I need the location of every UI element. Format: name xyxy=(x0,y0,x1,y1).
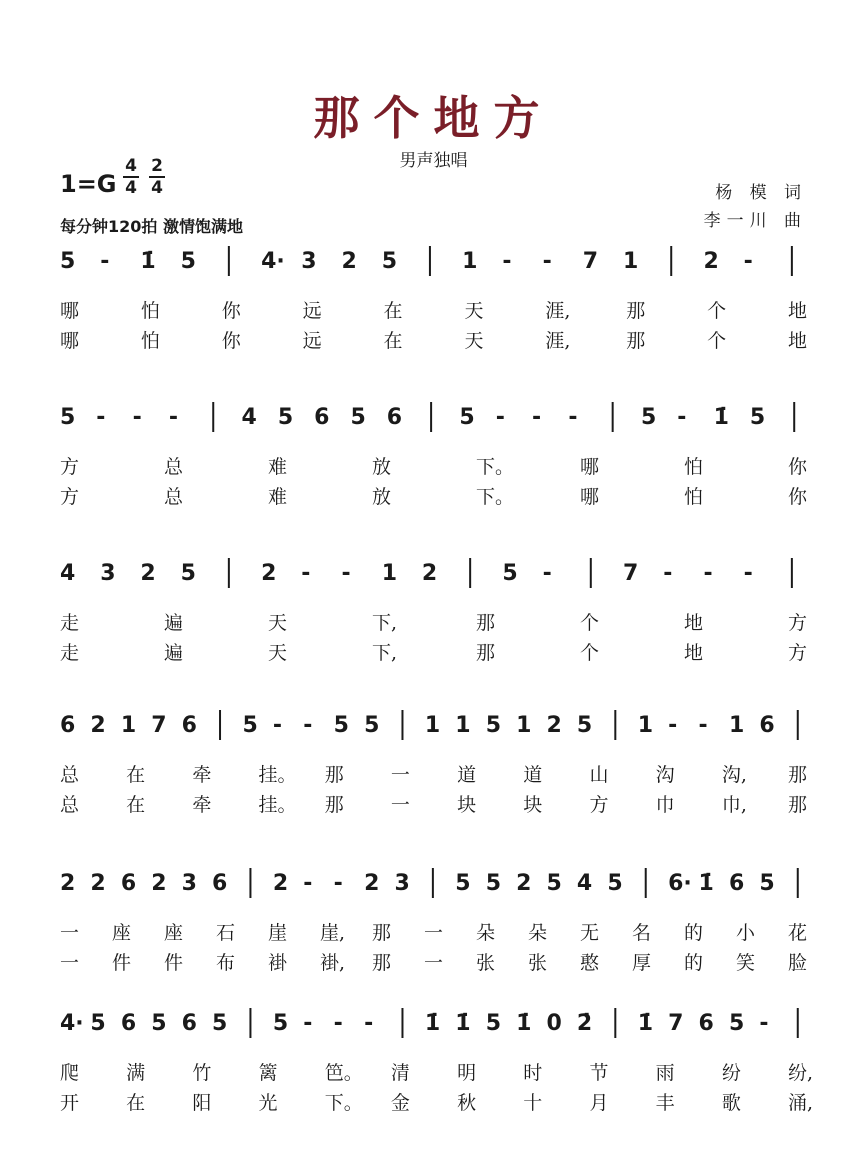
score-note: 5 xyxy=(485,871,502,896)
score-note: 2 xyxy=(140,561,156,586)
lyric-syllable: 天 xyxy=(268,612,288,634)
score-note: 4 xyxy=(60,561,76,586)
lyric-syllable: 沟, xyxy=(721,764,747,786)
tempo-marking: 每分钟120拍 激情饱满地 xyxy=(60,217,243,236)
score-note: 2 xyxy=(90,713,106,738)
lyric-syllable: 小 xyxy=(736,922,756,944)
score-note: 1̇ xyxy=(140,249,156,274)
lyric-syllable: 十 xyxy=(523,1092,543,1114)
score-note: - xyxy=(759,1011,769,1036)
lyric-syllable: 件 xyxy=(112,952,132,974)
lyric-syllable: 总 xyxy=(60,764,80,786)
score-note: - xyxy=(743,249,753,274)
score-note: 4· xyxy=(261,249,285,274)
lyric-syllable: 个 xyxy=(707,300,727,322)
lyric-syllable: 一 xyxy=(390,794,410,816)
score-note: - xyxy=(502,249,512,274)
lyric-syllable: 怕 xyxy=(684,486,704,508)
lyric-syllable: 方 xyxy=(788,612,808,634)
score-note: 6 xyxy=(60,713,76,738)
lyric-syllable: 一 xyxy=(424,952,444,974)
score-note: 6 xyxy=(314,405,330,430)
key-signature: 1=G xyxy=(60,170,117,198)
lyric-syllable: 天 xyxy=(464,300,484,322)
lyric-syllable: 哪 xyxy=(60,300,80,322)
lyric-syllable: 在 xyxy=(383,300,403,322)
score-note: - xyxy=(668,713,678,738)
lyric-syllable: 月 xyxy=(589,1092,609,1114)
score-note: 6 xyxy=(698,1011,714,1036)
lyric-syllable: 方 xyxy=(589,794,609,816)
score-note: 6 xyxy=(120,871,137,896)
score-note: 5 xyxy=(576,713,593,738)
lyric-syllable: 地 xyxy=(788,330,808,352)
score-note: 1̇ xyxy=(516,1011,532,1036)
score-note: 5 xyxy=(272,1011,289,1036)
lyric-syllable: 的 xyxy=(684,922,704,944)
lyric-syllable: 那 xyxy=(476,642,496,664)
lyric-syllable: 纷, xyxy=(788,1062,814,1084)
lyric-syllable: 走 xyxy=(60,642,80,664)
score-note: 2 xyxy=(516,871,532,896)
score-note: 6 xyxy=(386,405,403,430)
lyric-syllable: 名 xyxy=(632,922,652,944)
lyric-syllable: 笑 xyxy=(736,952,756,974)
lyric-syllable: 布 xyxy=(216,952,236,974)
lyric-syllable: 涌, xyxy=(788,1092,814,1114)
lyric-syllable: 件 xyxy=(164,952,184,974)
ts1-top: 4 xyxy=(125,156,137,176)
score-note: 1 xyxy=(424,713,441,738)
lyric-syllable: 地 xyxy=(684,612,704,634)
score-note: - xyxy=(532,405,542,430)
lyric-syllable: 总 xyxy=(60,794,80,816)
lyric-syllable: 那 xyxy=(324,764,344,786)
lyric-syllable: 褂 xyxy=(268,952,288,974)
lyric-syllable: 你 xyxy=(221,300,241,322)
score-note: 1 xyxy=(728,713,745,738)
score-note: 1 xyxy=(462,249,478,274)
lyric-syllable: 那 xyxy=(788,764,808,786)
score-note: - xyxy=(100,249,110,274)
score-note: 2̇ xyxy=(576,1011,593,1036)
lyric-syllable: 石 xyxy=(216,922,236,944)
lyric-syllable: 走 xyxy=(60,612,80,634)
ts2-bottom: 4 xyxy=(151,178,163,198)
score-note: 2 xyxy=(546,713,562,738)
score-note: 3 xyxy=(100,561,116,586)
score-note: 2 xyxy=(60,871,76,896)
score-note: 6 xyxy=(212,871,228,896)
score-note: 5 xyxy=(455,871,471,896)
lyric-syllable: 远 xyxy=(302,330,322,352)
score-note: - xyxy=(568,405,578,430)
lyric-syllable: 一 xyxy=(60,922,80,944)
lyric-syllable: 个 xyxy=(707,330,727,352)
lyric-syllable: 哪 xyxy=(580,486,600,508)
lyric-syllable: 朵 xyxy=(476,922,496,944)
score-note: 4 xyxy=(576,871,593,896)
score-note: - xyxy=(542,561,552,586)
lyric-syllable: 那 xyxy=(476,612,496,634)
score-note: - xyxy=(542,249,552,274)
score-note: 6 xyxy=(181,1011,197,1036)
lyric-syllable: 挂。 xyxy=(258,764,297,786)
lyric-syllable: 纷 xyxy=(721,1062,741,1084)
composer: 李一川 曲 xyxy=(703,211,807,231)
lyric-syllable: 那 xyxy=(788,794,808,816)
lyricist: 杨 模 词 xyxy=(715,183,807,203)
score-note: 3 xyxy=(301,249,317,274)
score-note: - xyxy=(333,871,343,896)
score-note: 5 xyxy=(151,1011,167,1036)
lyric-syllable: 块 xyxy=(457,794,477,816)
lyric-syllable: 丰 xyxy=(655,1092,675,1114)
lyric-syllable: 在 xyxy=(126,1092,146,1114)
lyric-syllable: 下。 xyxy=(476,456,515,478)
lyric-syllable: 难 xyxy=(268,456,288,478)
score-note: 5 xyxy=(502,561,518,586)
lyric-syllable: 放 xyxy=(372,456,392,478)
lyric-syllable: 无 xyxy=(580,922,600,944)
lyric-syllable: 方 xyxy=(788,642,808,664)
score-note: 1̇ xyxy=(698,871,714,896)
lyric-syllable: 那 xyxy=(324,794,344,816)
lyric-syllable: 崖, xyxy=(320,922,346,944)
score-note: - xyxy=(663,561,673,586)
lyric-syllable: 座 xyxy=(112,922,132,944)
score-note: - xyxy=(364,1011,374,1036)
score-note: 7 xyxy=(623,561,639,586)
lyric-syllable: 牵 xyxy=(192,794,212,816)
lyric-syllable: 山 xyxy=(589,764,609,786)
score-note: 5 xyxy=(333,713,349,738)
score-note: 5 xyxy=(546,871,562,896)
score-note: 5 xyxy=(180,249,196,274)
lyric-syllable: 下, xyxy=(372,612,398,634)
score-note: 0 xyxy=(546,1011,562,1036)
score-note: 5 xyxy=(459,405,475,430)
song-title: 那个地方 xyxy=(313,91,554,145)
lyric-syllable: 怕 xyxy=(684,456,704,478)
score-note: 1̇ xyxy=(637,1011,654,1036)
lyric-syllable: 歌 xyxy=(721,1092,741,1114)
score-note: 3 xyxy=(394,871,410,896)
lyric-syllable: 节 xyxy=(589,1062,609,1084)
lyric-syllable: 在 xyxy=(126,794,146,816)
lyric-syllable: 巾, xyxy=(721,794,747,816)
score-note: 6 xyxy=(759,713,775,738)
lyric-syllable: 脸 xyxy=(788,952,808,974)
score-note: - xyxy=(303,871,313,896)
score-note: - xyxy=(495,405,505,430)
lyric-syllable: 篱 xyxy=(258,1062,278,1084)
score-note: 2 xyxy=(341,249,357,274)
score-note: - xyxy=(272,713,282,738)
score-note: 5 xyxy=(90,1011,106,1036)
lyric-syllable: 方 xyxy=(60,456,80,478)
score-note: 4· xyxy=(60,1011,84,1036)
lyric-syllable: 遍 xyxy=(164,612,184,634)
lyric-syllable: 一 xyxy=(424,922,444,944)
score-note: 1̇ xyxy=(424,1011,441,1036)
score-note: - xyxy=(333,1011,343,1036)
score-note: 7 xyxy=(582,249,599,274)
score-note: 2 xyxy=(90,871,106,896)
score-note: 3 xyxy=(181,871,197,896)
score-note: 6 xyxy=(728,871,745,896)
score-note: 5 xyxy=(60,249,76,274)
score-note: 5 xyxy=(180,561,196,586)
score-note: - xyxy=(168,405,179,430)
lyric-syllable: 涯, xyxy=(545,330,571,352)
score-note: 7 xyxy=(151,713,167,738)
score-note: 6· xyxy=(668,871,692,896)
lyric-syllable: 天 xyxy=(464,330,484,352)
ts2-top: 2 xyxy=(151,156,163,176)
score-note: - xyxy=(703,561,713,586)
lyric-syllable: 明 xyxy=(457,1062,477,1084)
score-note: - xyxy=(301,561,311,586)
song-subtitle: 男声独唱 xyxy=(399,151,468,171)
score-note: 1 xyxy=(455,713,471,738)
score-note: 1 xyxy=(120,713,137,738)
lyric-syllable: 张 xyxy=(528,952,548,974)
lyric-syllable: 那 xyxy=(626,330,646,352)
score-note: 1̇ xyxy=(713,405,729,430)
lyric-syllable: 花 xyxy=(788,922,808,944)
lyric-syllable: 遍 xyxy=(164,642,184,664)
score-note: 5 xyxy=(364,713,380,738)
lyric-syllable: 远 xyxy=(302,300,322,322)
score-note: 5 xyxy=(607,871,623,896)
lyric-syllable: 笆。 xyxy=(324,1062,363,1084)
lyric-syllable: 爬 xyxy=(60,1062,80,1084)
lyric-syllable: 清 xyxy=(390,1062,410,1084)
lyric-syllable: 崖 xyxy=(268,922,288,944)
score-note: 2 xyxy=(261,561,277,586)
lyric-syllable: 金 xyxy=(390,1092,410,1114)
lyric-syllable: 开 xyxy=(60,1092,80,1114)
score-note: 5 xyxy=(759,871,775,896)
score-note: 5 xyxy=(485,713,502,738)
lyric-syllable: 下。 xyxy=(476,486,515,508)
lyric-syllable: 涯, xyxy=(545,300,571,322)
score-note: 2 xyxy=(703,249,719,274)
lyric-syllable: 地 xyxy=(788,300,808,322)
lyric-syllable: 满 xyxy=(126,1062,146,1084)
lyric-syllable: 张 xyxy=(476,952,496,974)
score-note: 1 xyxy=(381,561,398,586)
lyric-syllable: 哪 xyxy=(60,330,80,352)
score-note: 5 xyxy=(728,1011,745,1036)
lyric-syllable: 在 xyxy=(383,330,403,352)
score-note: 1 xyxy=(516,713,532,738)
score-note: 6 xyxy=(181,713,197,738)
score-note: - xyxy=(341,561,351,586)
lyric-syllable: 厚 xyxy=(632,952,652,974)
lyric-syllable: 你 xyxy=(788,486,808,508)
lyric-syllable: 的 xyxy=(684,952,704,974)
lyric-syllable: 座 xyxy=(164,922,184,944)
lyric-syllable: 朵 xyxy=(528,922,548,944)
lyric-syllable: 下, xyxy=(372,642,398,664)
score-note: - xyxy=(743,561,753,586)
score-note: 2 xyxy=(272,871,289,896)
lyric-syllable: 方 xyxy=(60,486,80,508)
score-note: 5 xyxy=(242,713,258,738)
lyric-syllable: 个 xyxy=(580,612,600,634)
ts1-bottom: 4 xyxy=(125,178,137,198)
lyric-syllable: 时 xyxy=(523,1062,543,1084)
lyric-syllable: 憨 xyxy=(580,952,600,974)
score-note: 5 xyxy=(381,249,398,274)
score-note: 1 xyxy=(637,713,654,738)
score-note: 1̇ xyxy=(455,1011,471,1036)
lyric-syllable: 巾 xyxy=(655,794,675,816)
lyric-syllable: 光 xyxy=(258,1092,278,1114)
lyric-syllable: 个 xyxy=(580,642,600,664)
score-note: 5 xyxy=(212,1011,228,1036)
lyric-syllable: 道 xyxy=(457,764,477,786)
score-note: 2 xyxy=(364,871,380,896)
lyric-syllable: 总 xyxy=(164,486,184,508)
score-note: - xyxy=(132,405,142,430)
lyric-syllable: 一 xyxy=(60,952,80,974)
score-note: 5 xyxy=(350,405,366,430)
score-note: - xyxy=(96,405,106,430)
lyric-syllable: 竹 xyxy=(192,1062,212,1084)
score-note: 5 xyxy=(749,405,766,430)
lyric-syllable: 下。 xyxy=(324,1092,363,1114)
lyric-syllable: 道 xyxy=(523,764,543,786)
lyric-syllable: 那 xyxy=(372,952,392,974)
score-note: - xyxy=(303,1011,313,1036)
lyric-syllable: 牵 xyxy=(192,764,212,786)
lyric-syllable: 沟 xyxy=(655,764,675,786)
score-note: 5 xyxy=(60,405,76,430)
score-note: 1 xyxy=(623,249,639,274)
score-note: - xyxy=(677,405,687,430)
lyric-syllable: 在 xyxy=(126,764,146,786)
lyric-syllable: 怕 xyxy=(140,330,160,352)
score-note: 7 xyxy=(668,1011,684,1036)
score-note: 2 xyxy=(421,561,438,586)
score-note: 5 xyxy=(640,405,657,430)
lyric-syllable: 雨 xyxy=(655,1062,675,1084)
lyric-syllable: 秋 xyxy=(457,1092,477,1114)
lyric-syllable: 褂, xyxy=(320,952,346,974)
score-note: - xyxy=(303,713,313,738)
lyric-syllable: 挂。 xyxy=(258,794,297,816)
lyric-syllable: 一 xyxy=(390,764,410,786)
lyric-syllable: 那 xyxy=(372,922,392,944)
lyric-syllable: 块 xyxy=(523,794,543,816)
lyric-syllable: 哪 xyxy=(580,456,600,478)
lyric-syllable: 阳 xyxy=(192,1092,212,1114)
lyric-syllable: 你 xyxy=(221,330,241,352)
score-note: 5 xyxy=(485,1011,502,1036)
score-note: 2 xyxy=(151,871,167,896)
lyric-syllable: 天 xyxy=(268,642,288,664)
score-note: 4 xyxy=(241,405,257,430)
lyric-syllable: 难 xyxy=(268,486,288,508)
score-note: - xyxy=(698,713,708,738)
lyric-syllable: 放 xyxy=(372,486,392,508)
lyric-syllable: 你 xyxy=(788,456,808,478)
lyric-syllable: 怕 xyxy=(140,300,160,322)
score-note: 5 xyxy=(277,405,294,430)
lyric-syllable: 总 xyxy=(164,456,184,478)
lyric-syllable: 那 xyxy=(626,300,646,322)
score-note: 6 xyxy=(120,1011,137,1036)
lyric-syllable: 地 xyxy=(684,642,704,664)
